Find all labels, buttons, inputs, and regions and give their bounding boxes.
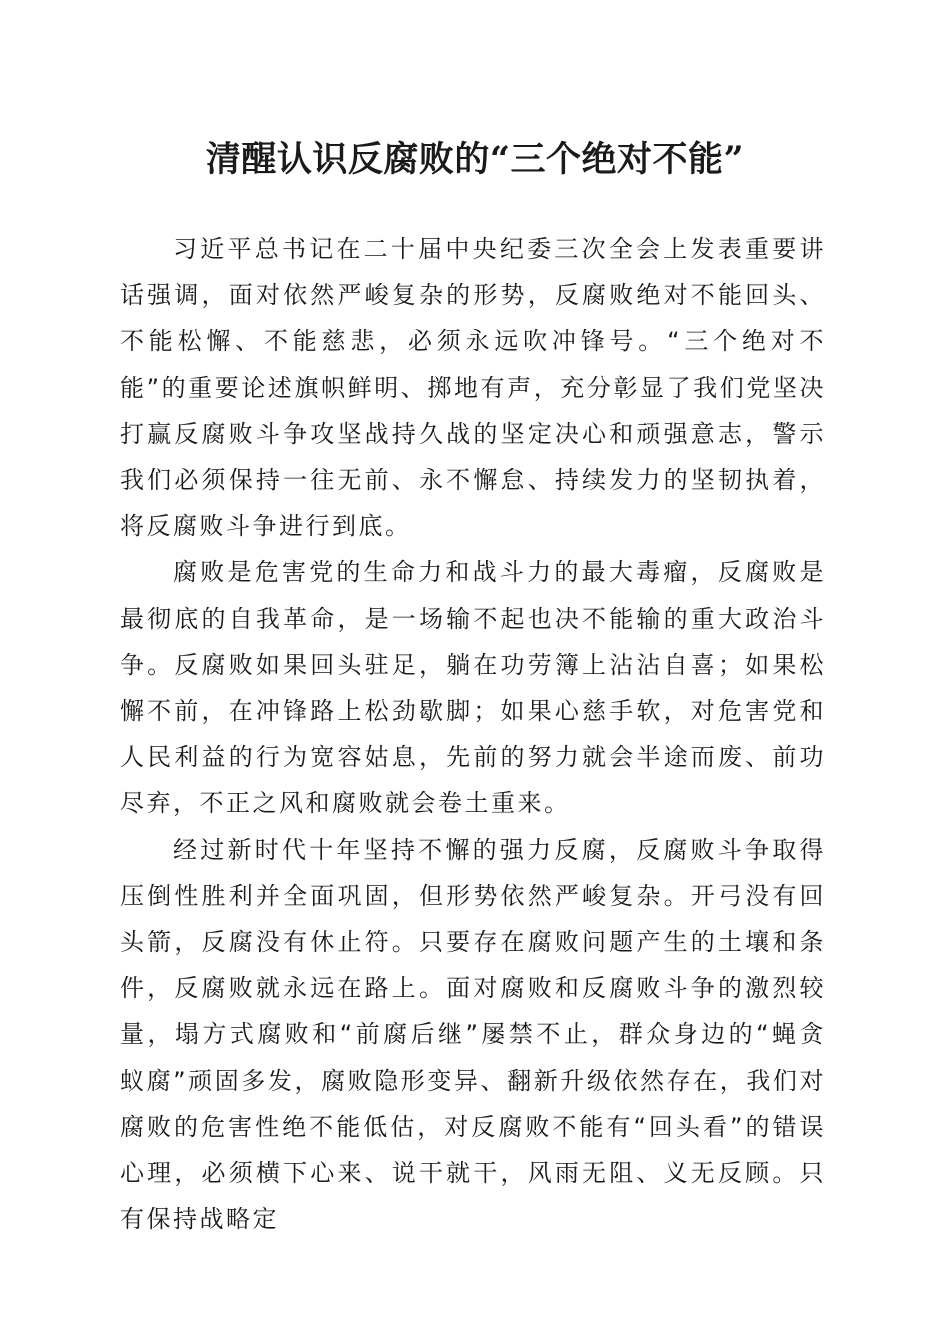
paragraph-2: 腐败是危害党的生命力和战斗力的最大毒瘤，反腐败是最彻底的自我革命，是一场输不起也决不能输的重大政治斗争。反腐败如果回头驻足，躺在功劳簿上沾沾自喜；如果松懈不前，在冲锋路上松劲歇脚；如果心慈手软，对危害党和人民利益的行为宽容姑息，先前的努力就会半途而废、前功尽弃，不正之风和腐败就会卷土重来。 <box>120 558 826 818</box>
paragraph-3: 经过新时代十年坚持不懈的强力反腐，反腐败斗争取得压倒性胜利并全面巩固，但形势依然严峻复杂。开弓没有回头箭，反腐没有休止符。只要存在腐败问题产生的土壤和条件，反腐败就永远在路上。面对腐败和反腐败斗争的激烈较量，塌方式腐败和“前腐后继”屡禁不止，群众身边的“蝇贪蚁腐”顽固多发，腐败隐形变异、翻新升级依然存在，我们对腐败的危害性绝不能低估，对反腐败不能有“回头看”的错误心理，必须横下心来、说干就干，风雨无阻、义无反顾。只有保持战略定 <box>120 835 826 1234</box>
paragraph-1: 习近平总书记在二十届中央纪委三次全会上发表重要讲话强调，面对依然严峻复杂的形势，反腐败绝对不能回头、不能松懈、不能慈悲，必须永远吹冲锋号。“三个绝对不能”的重要论述旗帜鲜明、掷地有声，充分彰显了我们党坚决打赢反腐败斗争攻坚战持久战的坚定决心和顽强意志，警示我们必须保持一往无前、永不懈怠、持续发力的坚韧执着，将反腐败斗争进行到底。 <box>120 235 826 541</box>
document-title: 清醒认识反腐败的“三个绝对不能” <box>205 139 745 180</box>
document-body <box>120 226 826 1242</box>
